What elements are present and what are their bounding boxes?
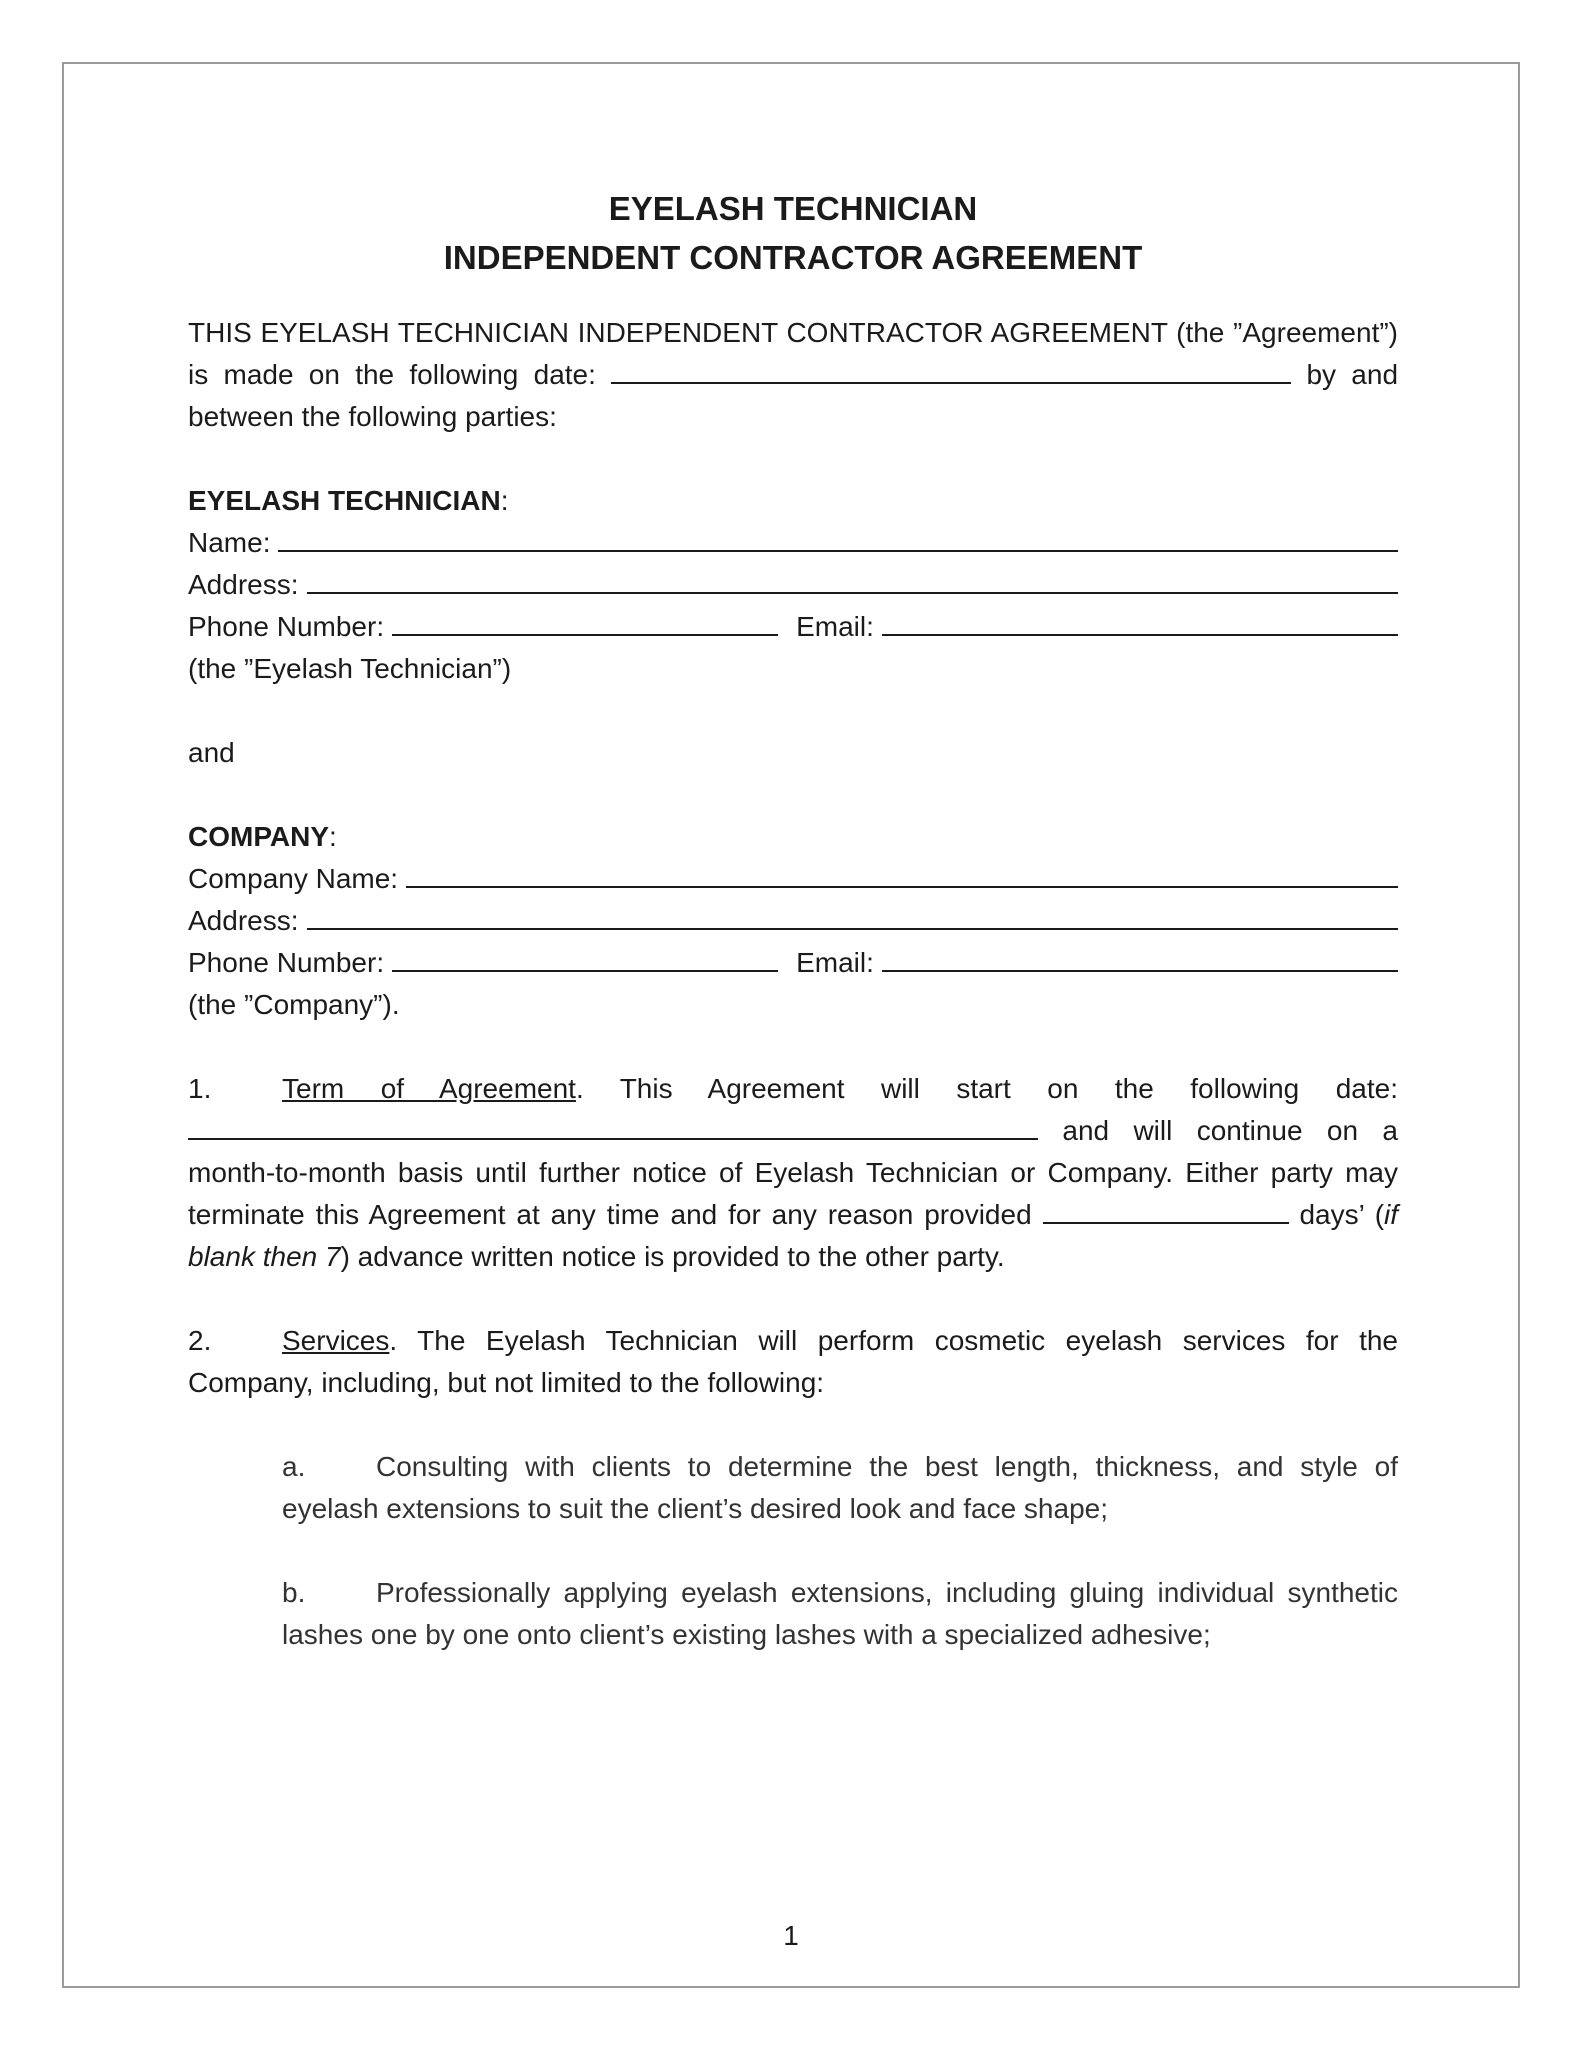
item-a-letter: a. <box>282 1451 306 1482</box>
company-block: COMPANY: Company Name: Address: Phone Number: Email: (the ”Company”). <box>188 816 1398 1026</box>
technician-header: EYELASH TECHNICIAN <box>188 485 501 516</box>
notice-days-blank[interactable] <box>1043 1196 1289 1224</box>
company-name-label: Company Name: <box>188 863 399 894</box>
technician-address-label: Address: <box>188 569 299 600</box>
section-2-number: 2. <box>188 1325 212 1356</box>
section-1-number: 1. <box>188 1073 212 1104</box>
document-title <box>188 184 1398 282</box>
section-1-italic: if blank then 7 <box>188 1199 1399 1272</box>
company-email-blank[interactable] <box>882 944 1398 972</box>
technician-name-label: Name: <box>188 527 271 558</box>
technician-phone-blank[interactable] <box>392 608 778 636</box>
item-b-text: Professionally applying eyelash extensions, including gluing individual synthetic lashes one by one onto client’s existing lashes with a specialized adhesive; <box>282 1577 1398 1650</box>
document-page <box>62 62 1520 1988</box>
company-address-label: Address: <box>188 905 299 936</box>
section-1 <box>188 1068 1398 1278</box>
section-2-item-b <box>282 1572 1398 1656</box>
technician-phone-label: Phone Number: <box>188 611 385 642</box>
technician-email-label: Email: <box>796 611 874 642</box>
intro-tail: by and between the following parties: <box>188 359 1399 432</box>
section-1-text-a: . This Agreement will start on the following date: <box>575 1073 1398 1104</box>
title-line-2: INDEPENDENT CONTRACTOR AGREEMENT <box>443 239 1143 276</box>
section-2 <box>188 1320 1398 1404</box>
section-1-text-d: ) advance written notice is provided to the other party. <box>340 1241 1005 1272</box>
company-address-blank[interactable] <box>307 902 1399 930</box>
start-date-blank[interactable] <box>188 1112 1038 1140</box>
section-2-item-a <box>282 1446 1398 1530</box>
section-2-text: . The Eyelash Technician will perform cosmetic eyelash services for the Company, including, but not limited to the following: <box>188 1325 1398 1398</box>
title-line-1: EYELASH TECHNICIAN <box>608 190 978 227</box>
section-2-heading: Services <box>282 1325 390 1356</box>
technician-email-blank[interactable] <box>882 608 1398 636</box>
section-1-text-b: and will continue on a month-to-month basis until further notice of Eyelash Technician or Company. Either party may terminate this Agreement at any time and for any reason provided <box>188 1115 1399 1230</box>
company-email-label: Email: <box>796 947 874 978</box>
company-header: COMPANY <box>188 821 330 852</box>
page-number: 1 <box>783 1920 799 1951</box>
document-content <box>188 184 1398 1656</box>
company-phone-label: Phone Number: <box>188 947 385 978</box>
section-1-heading: Term of Agreement <box>282 1073 576 1104</box>
company-phone-blank[interactable] <box>392 944 778 972</box>
technician-name-blank[interactable] <box>278 524 1398 552</box>
technician-designation: (the ”Eyelash Technician”) <box>188 653 512 684</box>
item-b-letter: b. <box>282 1577 306 1608</box>
agreement-date-blank[interactable] <box>611 356 1291 384</box>
technician-address-blank[interactable] <box>307 566 1399 594</box>
company-designation: (the ”Company”). <box>188 989 400 1020</box>
intro-paragraph <box>188 312 1398 438</box>
intro-text: THIS EYELASH TECHNICIAN INDEPENDENT CONTRACTOR AGREEMENT (the ”Agreement”) is made on the following date: <box>188 317 1398 390</box>
and-text: and <box>188 737 235 768</box>
item-a-text: Consulting with clients to determine the best length, thickness, and style of eyelash extensions to suit the client’s desired look and face shape; <box>282 1451 1398 1524</box>
company-name-blank[interactable] <box>406 860 1398 888</box>
technician-block: EYELASH TECHNICIAN: Name: Address: Phone Number: Email: (the ”Eyelash Technician”) <box>188 480 1398 690</box>
section-1-text-c: days’ ( <box>1299 1199 1385 1230</box>
